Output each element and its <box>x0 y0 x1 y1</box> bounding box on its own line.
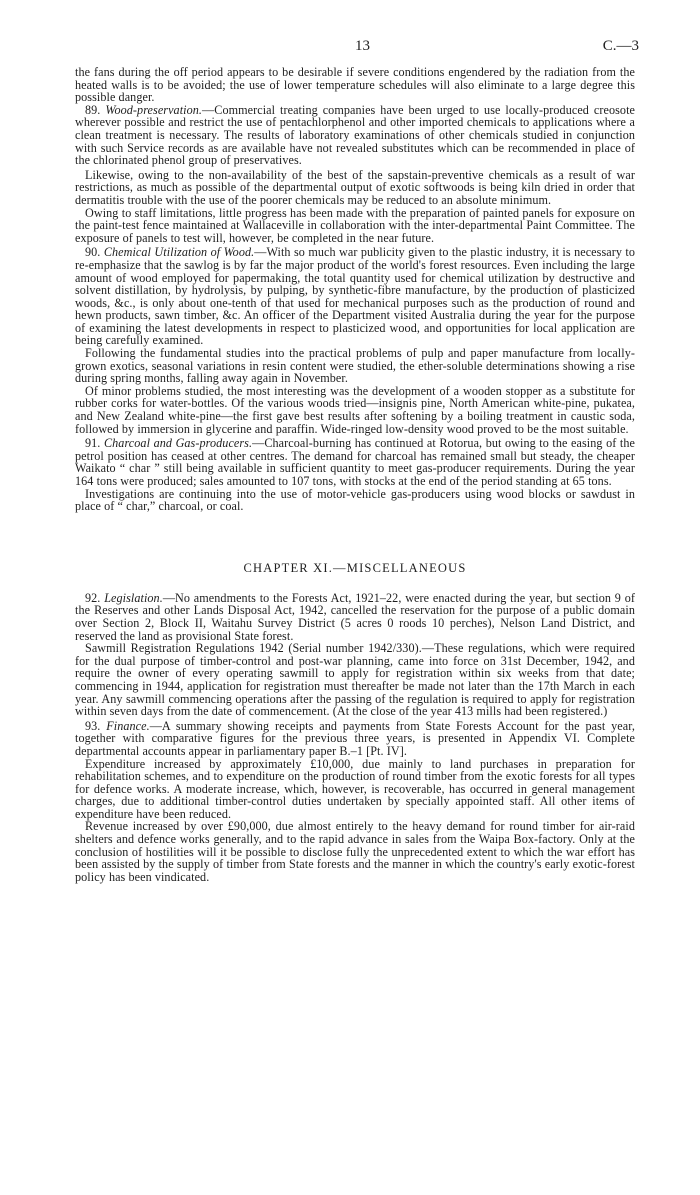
document-code: C.—3 <box>602 38 639 54</box>
section-heading: Chemical Utilization of Wood. <box>103 245 255 260</box>
paragraph-91-charcoal: 91. Charcoal and Gas-producers.—Charcoal-burning has continued at Rotorua, but owing to the easing of the petrol position has ceased at other centres. The demand for charcoal has remained small but steady, the cheaper Waikato “ char ” still being available in sufficient quantity to meet gas-producer requirements. During the year 164 tons were produced; sales amounted to 107 tons, with stocks at the end of the period standing at 65 tons. <box>75 436 635 488</box>
paragraph: Expenditure increased by approximately £10,000, due mainly to land purchases in preparation for rehabilitation schemes, and to expenditure on the production of round timber from the exotic forests for all types for defence works. A moderate increase, which, however, is recoverable, has occurred in general management charges, due to additional timber-control duties undertaken by specially appointed staff. All other items of expenditure have been reduced. <box>75 756 635 821</box>
paragraph-93-finance: 93. Finance.—A summary showing receipts and payments from State Forests Account for the past year, together with comparative figures for the previous three years, is presented in Appendix VI. Complete departmental accounts appear in parliamentary paper B.–1 [Pt. IV]. <box>75 718 635 758</box>
document-page <box>75 38 639 884</box>
paragraph: Investigations are continuing into the use of motor-vehicle gas-producers using wood blocks or sawdust in place of “ char,” charcoal, or coal. <box>75 486 635 514</box>
section-heading: Wood-preservation. <box>105 102 203 117</box>
paragraph: Of minor problems studied, the most interesting was the development of a wooden stopper as a substitute for rubber corks for water-bottles. Of the various woods tried—insignis pine, North American white-pine, pukatea, and New Zealand white-pine—the first gave best results after softening by a boiling treatment in caustic soda, followed by immersion in glycerine and paraffin. Wide-ringed low-density wood proved to be the most suitable. <box>75 383 635 436</box>
paragraph-89-wood-preservation: 89. Wood-preservation.—Commercial treating companies have been urged to use locally-produced creosote wherever possible and restrict the use of pentachlorphenol and other imported chemicals to applications where a clean treatment is necessary. The results of laboratory examinations of other chemicals studied in conjunction with such Service records as are available have not revealed substitutes which can be recommended in place of the chlorinated phenol group of preservatives. <box>75 102 635 168</box>
paragraph-90-chemical-utilization: 90. Chemical Utilization of Wood.—With so much war publicity given to the plastic industry, it is necessary to re-emphasize that the sawlog is by far the major product of the world's forest resources. Even including the large amount of wood employed for papermaking, the total quantity used for chemical utilization by destructive and solvent distillation, by hydrolysis, by pulping, by synthetic-fibre manufacture, by the production of plasticized woods, &c., is only about one-tenth of that used for mechanical purposes such as the production of round and hewn products, sawn timber, &c. An officer of the Department visited Australia during the year for the purpose of examining the latest developments in respect to plasticized wood, and opportunities for local application are being carefully examined. <box>75 245 635 348</box>
section-heading: Legislation. <box>104 590 163 605</box>
paragraph-continuation: the fans during the off period appears to be desirable if severe conditions engendered by the radiation from the heated walls is to be avoided; the use of lower temperature schedules will also eliminate to a large degree this possible danger. <box>75 65 635 105</box>
paragraph: Owing to staff limitations, little progress has been made with the preparation of painted panels for exposure on the paint-test fence maintained at Wallaceville in collaboration with the inter-departmental Paint Committee. The exposure of panels to test will, however, be completed in the near future. <box>75 205 635 245</box>
paragraph: Likewise, owing to the non-availability of the best of the sapstain-preventive chemicals as a result of war restrictions, as much as possible of the departmental output of exotic softwoods is being kiln dried in order that dermatitis trouble with the use of the poorer chemicals may be reduced to an absolute minimum. <box>75 167 635 207</box>
paragraph: Sawmill Registration Regulations 1942 (Serial number 1942/330).—These regulations, which were required for the dual purpose of timber-control and post-war planning, came into force on 31st December, 1942, and require the owner of every operating sawmill to apply for registration within six weeks from that date; commencing in 1944, application for registration must thereafter be made not later than the 17th March in each year. Any sawmill commencing operations after the passing of the regulation is required to apply for registration within seven days from the date of commencement. (At the close of the year 413 mills had been registered.) <box>75 641 635 719</box>
page-number: 13 <box>355 38 370 54</box>
section-heading: Finance. <box>106 718 150 733</box>
page-header <box>75 38 639 66</box>
paragraph: Revenue increased by over £90,000, due almost entirely to the heavy demand for round timber for air-raid shelters and defence works generally, and to the rapid advance in sales from the Waipa Box-factory. Only at the conclusion of hostilities will it be possible to disclose fully the unprecedented extent to which the war effort has been assisted by the supply of timber from State forests and the manner in which the country's early exotic-forest policy has been vindicated. <box>75 819 635 884</box>
paragraph-92-legislation: 92. Legislation.—No amendments to the Forests Act, 1921–22, were enacted during the year, but section 9 of the Reserves and other Lands Disposal Act, 1942, cancelled the reservation for the purpose of a public domain over Section 2, Block II, Waitahu Survey District (5 acres 0 roods 10 perches), Nelson Land District, and reserved the land as provisional State forest. <box>75 590 635 643</box>
section-heading: Charcoal and Gas-producers. <box>103 436 253 451</box>
chapter-title: CHAPTER XI.—MISCELLANEOUS <box>243 560 467 575</box>
paragraph: Following the fundamental studies into the practical problems of pulp and paper manufacture from locally-grown exotics, seasonal variations in resin content were studied, the ether-soluble determinations showing a rise during spring months, falling away again in November. <box>75 346 635 386</box>
